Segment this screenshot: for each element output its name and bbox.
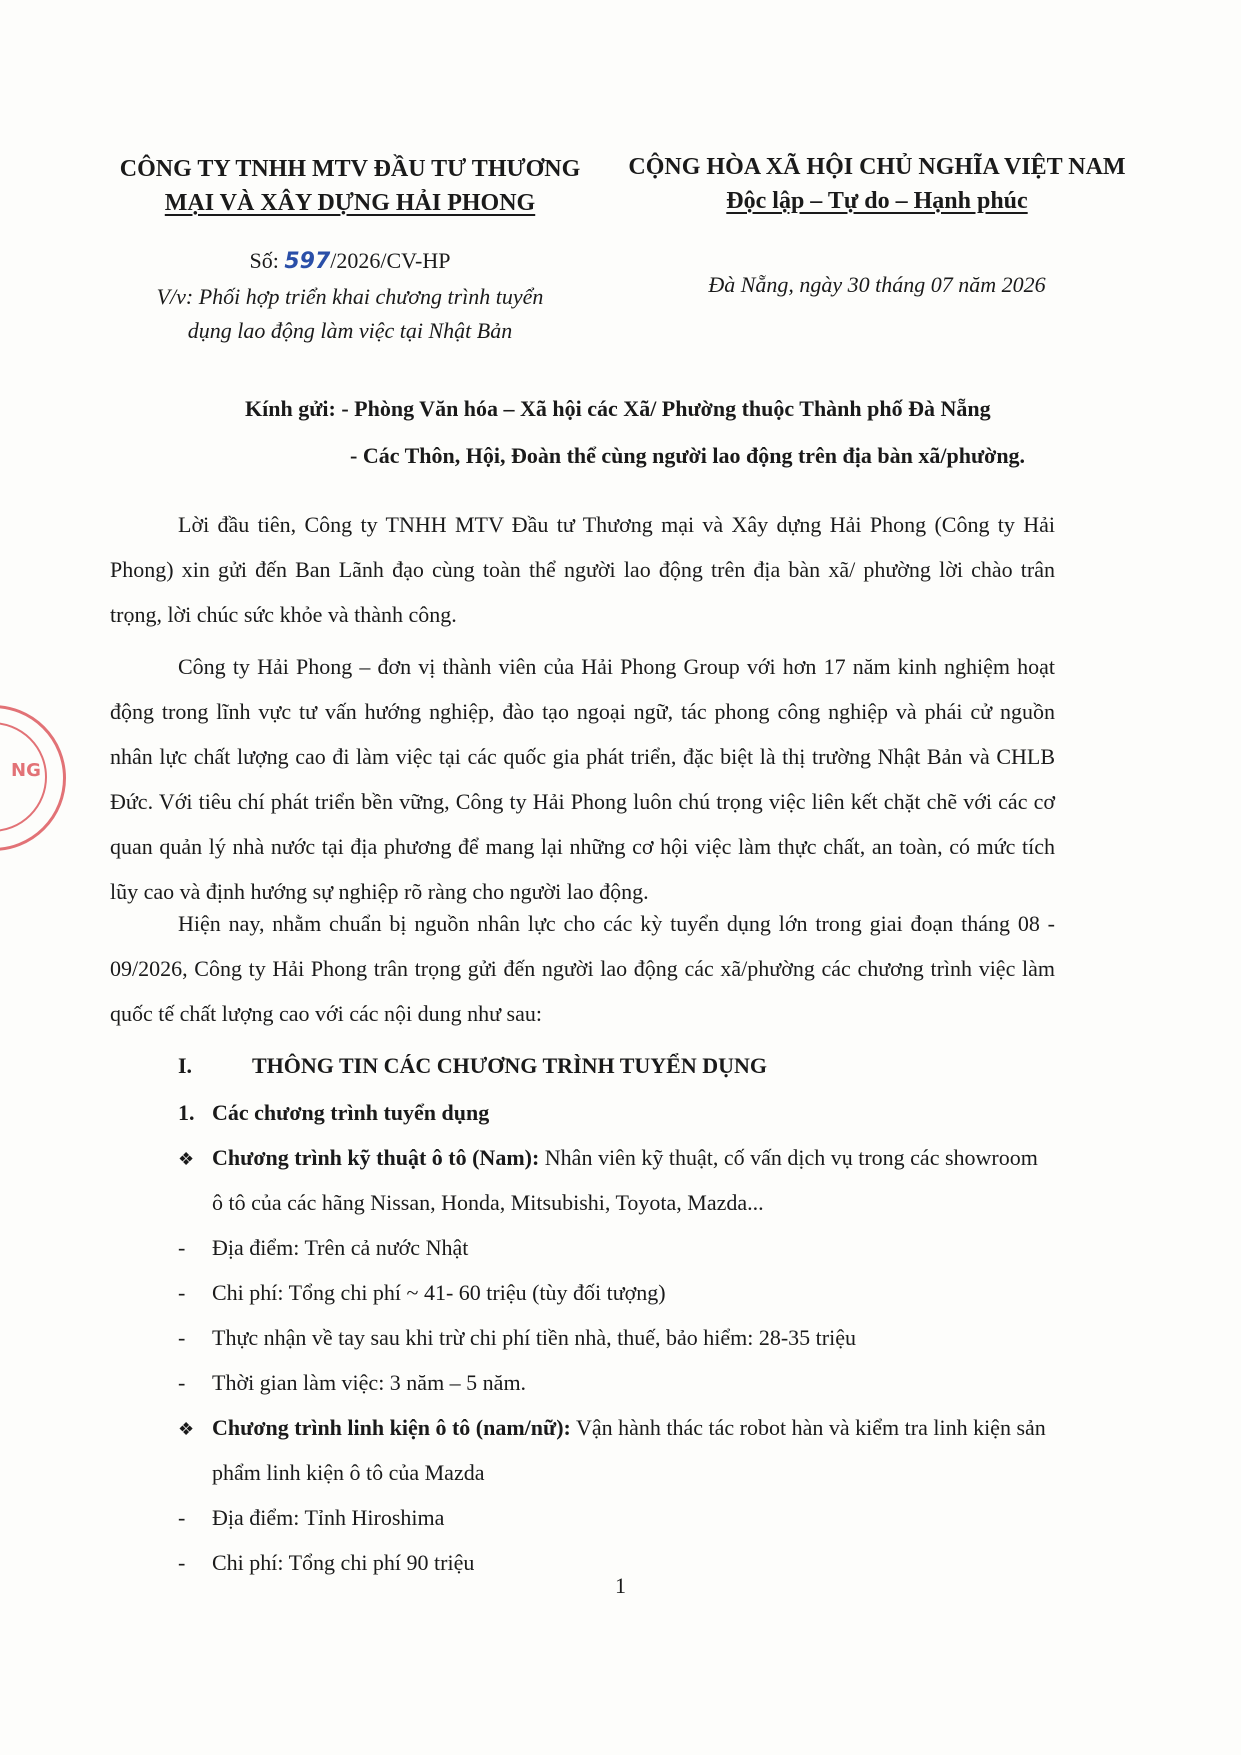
recipient-1: Phòng Văn hóa – Xã hội các Xã/ Phường thuộc Thành phố Đà Nẵng	[354, 396, 991, 421]
page-number: 1	[615, 1573, 626, 1598]
paragraph-company: Công ty Hải Phong – đơn vị thành viên của Hải Phong Group với hơn 17 năm kinh nghiệm hoạt động trong lĩnh vực tư vấn hướng nghiệp, đào tạo ngoại ngữ, tác phong công nghiệp và phái cử nguồn nhân lực chất lượng cao đi làm việc tại các quốc gia phát triển, đặc biệt là thị trường Nhật Bản và CHLB Đức. Với tiêu chí phát triển bền vững, Công ty Hải Phong luôn chú trọng việc liên kết chặt chẽ với các cơ quan quản lý nhà nước tại địa phương để mang lại những cơ hội việc làm thực chất, an toàn, có mức tích lũy cao và định hướng sự nghiệp rõ ràng cho người lao động.	[110, 654, 1055, 904]
list-item: - Địa điểm: Tỉnh Hiroshima	[178, 1505, 445, 1530]
subject-line1: V/v: Phối hợp triển khai chương trình tuyển	[156, 284, 544, 309]
section-title: THÔNG TIN CÁC CHƯƠNG TRÌNH TUYỂN DỤNG	[252, 1053, 768, 1078]
national-motto	[612, 150, 1142, 218]
program-desc-cont: ô tô của các hãng Nissan, Honda, Mitsubishi, Toyota, Mazda...	[212, 1190, 764, 1215]
company-name	[110, 152, 590, 220]
list-item: - Thời gian làm việc: 3 năm – 5 năm.	[178, 1370, 527, 1395]
paragraph-intro: Lời đầu tiên, Công ty TNHH MTV Đầu tư Thương mại và Xây dựng Hải Phong (Công ty Hải Phong) xin gửi đến Ban Lãnh đạo cùng toàn thể người lao động trên địa bàn xã/ phường lời chào trân trọng, lời chúc sức khỏe và thành công.	[110, 512, 1055, 627]
section-roman: I.	[178, 1053, 193, 1078]
handwritten-number: 597	[284, 249, 331, 274]
program-title: Chương trình linh kiện ô tô (nam/nữ):	[212, 1415, 571, 1440]
paragraph-current: Hiện nay, nhằm chuẩn bị nguồn nhân lực cho các kỳ tuyển dụng lớn trong giai đoạn tháng 08 - 09/2026, Công ty Hải Phong trân trọng gửi đến người lao động các xã/phường các chương trình việc làm quốc tế chất lượng cao với các nội dung như sau:	[110, 911, 1055, 1026]
program-desc: Vận hành thác tác robot hàn và kiểm tra linh kiện sản	[570, 1415, 1046, 1440]
program-title: Chương trình kỹ thuật ô tô (Nam):	[212, 1145, 540, 1170]
company-seal	[0, 705, 66, 851]
subsection-title: Các chương trình tuyển dụng	[212, 1100, 490, 1125]
company-name-line1: CÔNG TY TNHH MTV ĐẦU TƯ THƯƠNG	[119, 156, 581, 182]
motto: Độc lập – Tự do – Hạnh phúc	[726, 188, 1028, 214]
subsection-number: 1.	[178, 1100, 195, 1125]
nation-title: CỘNG HÒA XÃ HỘI CHỦ NGHĨA VIỆT NAM	[628, 154, 1126, 180]
program-desc-cont: phẩm linh kiện ô tô của Mazda	[212, 1460, 485, 1485]
subsection-heading	[178, 1090, 489, 1135]
diamond-bullet-icon: ❖	[178, 1419, 195, 1439]
recipients-label: Kính gửi: -	[245, 396, 349, 421]
list-item: - Chi phí: Tổng chi phí ~ 41- 60 triệu (tùy đối tượng)	[178, 1280, 666, 1305]
subject	[110, 280, 590, 348]
diamond-bullet-icon: ❖	[178, 1149, 195, 1169]
recipients	[245, 396, 991, 422]
company-name-line2: MẠI VÀ XÂY DỰNG HẢI PHONG	[164, 190, 536, 216]
seal-text: NG	[11, 760, 41, 781]
list-item: - Thực nhận về tay sau khi trừ chi phí tiền nhà, thuế, bảo hiểm: 28-35 triệu	[178, 1325, 856, 1350]
program-desc: Nhân viên kỹ thuật, cố vấn dịch vụ trong các showroom	[539, 1145, 1038, 1170]
section-heading	[178, 1043, 767, 1088]
list-item: - Địa điểm: Trên cả nước Nhật	[178, 1235, 469, 1260]
document-number: Số: 597/2026/CV-HP	[249, 248, 451, 274]
program-auto-tech	[178, 1135, 1038, 1182]
subject-line2: dụng lao động làm việc tại Nhật Bản	[187, 318, 513, 343]
list-item: - Chi phí: Tổng chi phí 90 triệu	[178, 1550, 475, 1575]
program-auto-parts	[178, 1405, 1046, 1452]
document-date: Đà Nẵng, ngày 30 tháng 07 năm 2026	[708, 272, 1046, 297]
recipient-2: - Các Thôn, Hội, Đoàn thể cùng người lao động trên địa bàn xã/phường.	[350, 443, 1026, 468]
